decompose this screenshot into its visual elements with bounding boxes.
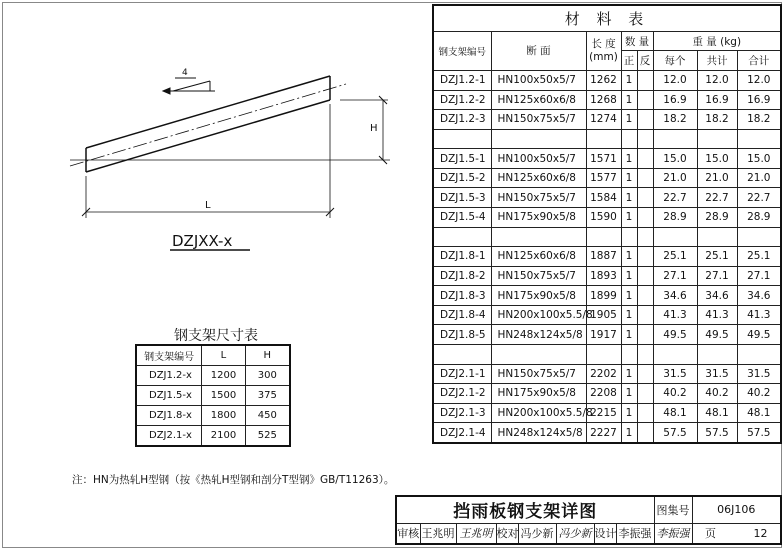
empty-cell	[637, 345, 653, 365]
table-cell	[637, 403, 653, 423]
empty-cell	[697, 129, 737, 149]
table-cell: 25.1	[653, 247, 697, 267]
table-cell	[637, 286, 653, 306]
table-cell: HN125x60x6/8	[491, 90, 586, 110]
empty-cell	[433, 129, 491, 149]
table-cell: 1	[621, 364, 637, 384]
table-cell: 1	[621, 90, 637, 110]
table-cell: 1274	[586, 110, 621, 130]
header-length-unit: (mm)	[589, 50, 618, 63]
check-label: 校对	[496, 523, 518, 544]
table-cell: HN175x90x5/8	[491, 207, 586, 227]
table-cell: 31.5	[697, 364, 737, 384]
title-block-top-row	[396, 496, 781, 523]
material-table-body	[433, 70, 781, 443]
table-cell: 31.5	[653, 364, 697, 384]
table-cell: 1	[621, 188, 637, 208]
header-id: 钢支架编号	[433, 31, 491, 70]
size-table-header	[136, 345, 290, 366]
header-qty-neg: 反	[637, 51, 653, 71]
empty-cell	[737, 129, 781, 149]
table-cell: 22.7	[697, 188, 737, 208]
table-cell: HN200x100x5.5/8	[491, 403, 586, 423]
empty-cell	[737, 345, 781, 365]
table-cell: 525	[245, 426, 290, 447]
table-cell	[637, 168, 653, 188]
table-cell: 49.5	[737, 325, 781, 345]
header-weight: 重 量 (kg)	[653, 31, 781, 51]
table-cell: DZJ1.8-2	[433, 266, 491, 286]
table-cell: 49.5	[697, 325, 737, 345]
table-cell: 2215	[586, 403, 621, 423]
table-cell: DZJ2.1-4	[433, 423, 491, 443]
table-cell: DZJ1.5-2	[433, 168, 491, 188]
table-cell	[637, 70, 653, 90]
table-cell: 15.0	[653, 149, 697, 169]
table-cell: 15.0	[697, 149, 737, 169]
table-cell: DZJ1.8-x	[136, 406, 202, 426]
table-cell: 1	[621, 207, 637, 227]
table-cell: HN200x100x5.5/8	[491, 305, 586, 325]
material-table	[432, 4, 782, 444]
size-table	[135, 344, 291, 447]
table-cell: 25.1	[737, 247, 781, 267]
table-cell: 1	[621, 325, 637, 345]
table-row	[433, 168, 781, 188]
table-cell: 1899	[586, 286, 621, 306]
atlas-label: 图集号	[654, 496, 692, 523]
table-cell: 28.9	[697, 207, 737, 227]
table-cell: 41.3	[653, 305, 697, 325]
table-cell: 27.1	[737, 266, 781, 286]
table-cell: DZJ2.1-1	[433, 364, 491, 384]
header-cell: 钢支架编号	[136, 345, 202, 366]
empty-cell	[586, 129, 621, 149]
header-length-text: 长 度	[591, 37, 616, 50]
table-cell: HN150x75x5/7	[491, 364, 586, 384]
bracket-elevation-drawing	[0, 0, 430, 270]
table-row	[433, 149, 781, 169]
empty-cell	[433, 227, 491, 247]
table-row	[136, 406, 290, 426]
table-cell: 57.5	[697, 423, 737, 443]
empty-cell	[621, 345, 637, 365]
table-cell: 1	[621, 110, 637, 130]
table-cell: 15.0	[737, 149, 781, 169]
table-cell: 1893	[586, 266, 621, 286]
table-row	[433, 266, 781, 286]
table-cell: DZJ1.2-2	[433, 90, 491, 110]
table-cell: 49.5	[653, 325, 697, 345]
table-cell: 2202	[586, 364, 621, 384]
material-table-header	[433, 31, 781, 51]
drawing-name: DZJXX-x	[172, 232, 233, 250]
title-block-sign-row	[396, 523, 781, 544]
table-cell: HN100x50x5/7	[491, 70, 586, 90]
table-cell: 1590	[586, 207, 621, 227]
table-cell: HN175x90x5/8	[491, 384, 586, 404]
table-cell: DZJ1.8-5	[433, 325, 491, 345]
table-cell: 48.1	[697, 403, 737, 423]
empty-cell	[586, 227, 621, 247]
page-cell	[692, 523, 781, 544]
table-cell: 12.0	[653, 70, 697, 90]
header-qty: 数 量	[621, 31, 653, 51]
header-total: 共计	[697, 51, 737, 71]
empty-cell	[586, 345, 621, 365]
table-cell: 1887	[586, 247, 621, 267]
table-cell: 34.6	[737, 286, 781, 306]
table-cell: 1800	[202, 406, 245, 426]
reviewer-name: 王兆明	[420, 523, 456, 544]
table-cell: HN150x75x5/7	[491, 110, 586, 130]
table-cell: 34.6	[697, 286, 737, 306]
table-cell: 1	[621, 384, 637, 404]
size-table-title: 钢支架尺寸表	[174, 328, 258, 344]
table-cell: DZJ1.8-4	[433, 305, 491, 325]
table-cell: 40.2	[653, 384, 697, 404]
empty-cell	[697, 345, 737, 365]
table-cell: DZJ1.5-4	[433, 207, 491, 227]
table-row	[433, 90, 781, 110]
table-cell: 12.0	[697, 70, 737, 90]
table-row	[433, 207, 781, 227]
header-each: 每个	[653, 51, 697, 71]
table-row	[433, 364, 781, 384]
table-cell: 16.9	[653, 90, 697, 110]
table-cell: DZJ1.2-1	[433, 70, 491, 90]
table-row	[433, 423, 781, 443]
table-cell: 1	[621, 286, 637, 306]
table-cell: DZJ1.8-1	[433, 247, 491, 267]
table-cell: 1	[621, 305, 637, 325]
table-cell: 28.9	[737, 207, 781, 227]
material-table-title: 材 料 表	[433, 5, 781, 31]
table-cell	[637, 207, 653, 227]
atlas-number: 06J106	[692, 496, 781, 523]
table-cell: 27.1	[653, 266, 697, 286]
designer-signature: 李振强	[654, 523, 692, 544]
header-sum: 合计	[737, 51, 781, 71]
title-block	[395, 495, 782, 545]
empty-cell	[491, 227, 586, 247]
empty-cell	[491, 345, 586, 365]
empty-cell	[697, 227, 737, 247]
empty-cell	[653, 345, 697, 365]
table-cell: DZJ2.1-3	[433, 403, 491, 423]
table-cell: DZJ1.2-3	[433, 110, 491, 130]
page-label: 页	[705, 527, 716, 541]
table-cell: HN248x124x5/8	[491, 325, 586, 345]
table-cell: 1500	[202, 386, 245, 406]
table-row	[433, 305, 781, 325]
design-label: 设计	[594, 523, 616, 544]
table-cell: 2208	[586, 384, 621, 404]
table-cell: 1	[621, 247, 637, 267]
table-cell: 18.2	[697, 110, 737, 130]
table-cell	[637, 188, 653, 208]
group-separator-row	[433, 129, 781, 149]
table-cell: HN248x124x5/8	[491, 423, 586, 443]
table-cell: 22.7	[653, 188, 697, 208]
table-cell: 48.1	[737, 403, 781, 423]
table-cell: 18.2	[737, 110, 781, 130]
table-cell: 27.1	[697, 266, 737, 286]
table-row	[136, 426, 290, 447]
table-cell: DZJ1.5-3	[433, 188, 491, 208]
table-cell: 1	[621, 168, 637, 188]
table-cell: 1577	[586, 168, 621, 188]
table-cell: HN125x60x6/8	[491, 168, 586, 188]
empty-cell	[737, 227, 781, 247]
table-cell: 1905	[586, 305, 621, 325]
table-cell: HN150x75x5/7	[491, 266, 586, 286]
checker-signature: 冯少新	[556, 523, 594, 544]
empty-cell	[621, 129, 637, 149]
table-cell: 2100	[202, 426, 245, 447]
table-cell	[637, 305, 653, 325]
header-section: 断 面	[491, 31, 586, 70]
reviewer-signature: 王兆明	[456, 523, 496, 544]
table-cell: 34.6	[653, 286, 697, 306]
page-number: 12	[753, 527, 768, 541]
table-row	[136, 386, 290, 406]
table-cell: 1200	[202, 366, 245, 386]
table-cell: 22.7	[737, 188, 781, 208]
table-cell	[637, 364, 653, 384]
table-cell: 31.5	[737, 364, 781, 384]
empty-cell	[637, 129, 653, 149]
header-cell: L	[202, 345, 245, 366]
table-cell: 16.9	[697, 90, 737, 110]
height-label: H	[370, 123, 378, 134]
table-cell	[637, 384, 653, 404]
table-cell: 1262	[586, 70, 621, 90]
table-cell: HN100x50x5/7	[491, 149, 586, 169]
table-cell: 1917	[586, 325, 621, 345]
table-cell	[637, 110, 653, 130]
table-cell: 1	[621, 423, 637, 443]
table-cell	[637, 423, 653, 443]
table-cell: 25.1	[697, 247, 737, 267]
review-label: 审核	[396, 523, 420, 544]
table-cell: DZJ1.8-3	[433, 286, 491, 306]
table-cell: 18.2	[653, 110, 697, 130]
empty-cell	[637, 227, 653, 247]
table-cell: 1	[621, 70, 637, 90]
table-cell: 450	[245, 406, 290, 426]
table-cell: 57.5	[737, 423, 781, 443]
drawing-title: 挡雨板钢支架详图	[396, 496, 654, 523]
table-row	[433, 403, 781, 423]
table-row	[433, 247, 781, 267]
table-row	[433, 188, 781, 208]
table-cell: 1268	[586, 90, 621, 110]
material-table-title-row	[433, 5, 781, 31]
table-cell: 48.1	[653, 403, 697, 423]
table-row	[136, 366, 290, 386]
table-row	[433, 286, 781, 306]
table-cell: DZJ2.1-x	[136, 426, 202, 447]
table-cell: HN175x90x5/8	[491, 286, 586, 306]
table-cell	[637, 90, 653, 110]
table-cell: 41.3	[737, 305, 781, 325]
designer-name: 李振强	[616, 523, 654, 544]
table-cell: 2227	[586, 423, 621, 443]
table-cell: 57.5	[653, 423, 697, 443]
empty-cell	[433, 345, 491, 365]
table-cell	[637, 266, 653, 286]
header-qty-pos: 正	[621, 51, 637, 71]
empty-cell	[653, 129, 697, 149]
table-cell: DZJ1.5-1	[433, 149, 491, 169]
table-row	[433, 70, 781, 90]
table-cell: 40.2	[737, 384, 781, 404]
table-cell: 21.0	[653, 168, 697, 188]
slope-label: 4	[182, 68, 188, 78]
header-length	[586, 31, 621, 70]
table-cell: 1584	[586, 188, 621, 208]
table-cell: 1	[621, 149, 637, 169]
table-cell: 1	[621, 266, 637, 286]
table-cell: DZJ2.1-2	[433, 384, 491, 404]
table-row	[433, 384, 781, 404]
table-cell: 1	[621, 403, 637, 423]
table-cell: 40.2	[697, 384, 737, 404]
empty-cell	[491, 129, 586, 149]
table-cell: 1571	[586, 149, 621, 169]
group-separator-row	[433, 345, 781, 365]
checker-name: 冯少新	[518, 523, 556, 544]
group-separator-row	[433, 227, 781, 247]
table-cell	[637, 247, 653, 267]
table-cell: 12.0	[737, 70, 781, 90]
table-cell: 375	[245, 386, 290, 406]
length-label: L	[205, 200, 211, 211]
table-cell: HN150x75x5/7	[491, 188, 586, 208]
header-cell: H	[245, 345, 290, 366]
table-row	[433, 110, 781, 130]
empty-cell	[621, 227, 637, 247]
footnote: 注：HN为热轧H型钢（按《热轧H型钢和剖分T型钢》GB/T11263）。	[72, 474, 395, 486]
table-cell: 21.0	[737, 168, 781, 188]
table-cell	[637, 325, 653, 345]
empty-cell	[653, 227, 697, 247]
table-cell: 16.9	[737, 90, 781, 110]
table-cell: 28.9	[653, 207, 697, 227]
table-cell: HN125x60x6/8	[491, 247, 586, 267]
table-cell: 21.0	[697, 168, 737, 188]
table-cell: DZJ1.5-x	[136, 386, 202, 406]
table-cell	[637, 149, 653, 169]
table-cell: 41.3	[697, 305, 737, 325]
table-row	[433, 325, 781, 345]
table-cell: DZJ1.2-x	[136, 366, 202, 386]
table-cell: 300	[245, 366, 290, 386]
